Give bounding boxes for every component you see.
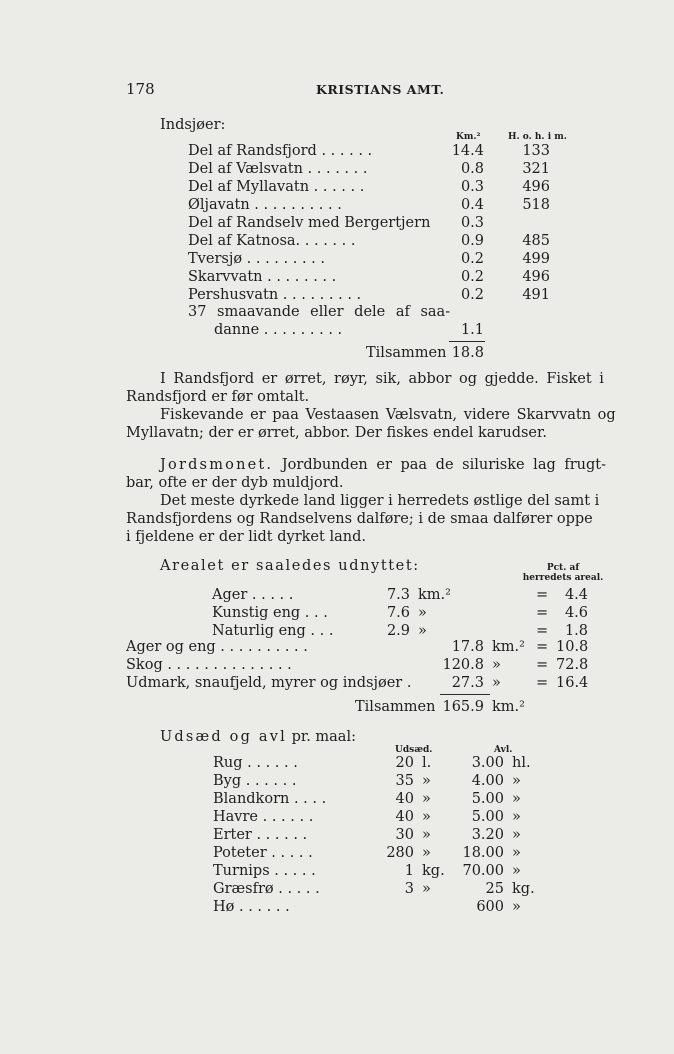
- land-main-leader: .: [402, 675, 412, 691]
- col-avl-header: Avl.: [494, 745, 513, 755]
- land-sub-name: [212, 623, 333, 639]
- seed-avl-unit: »: [512, 791, 521, 807]
- lake-name: [188, 197, 342, 213]
- lake-km: 0.2: [460, 269, 484, 285]
- col-height-header: H. o. h. i m.: [508, 132, 567, 142]
- land-sub-value: 7.3: [386, 587, 410, 603]
- seed-avl-unit: hl.: [512, 755, 531, 771]
- seed-avl-unit: »: [512, 809, 521, 825]
- land-sub-eq: =: [536, 587, 549, 603]
- land-sub-unit: »: [418, 605, 427, 621]
- lake-height: 485: [522, 233, 550, 249]
- seed-avl-unit: »: [512, 773, 521, 789]
- seed-crop-name: Hø: [213, 899, 235, 915]
- seed-udsaed-value: 280: [386, 845, 414, 861]
- seed-crop: [213, 773, 296, 789]
- lake-height: 499: [522, 251, 550, 267]
- seed-heading-rest: pr. maal:: [286, 729, 356, 745]
- seed-crop-name: Turnips: [213, 863, 270, 879]
- seed-crop: [213, 899, 290, 915]
- col-pct-header-2: herredets areal.: [522, 573, 604, 583]
- seed-leader: . . . . . .: [234, 899, 290, 915]
- seed-crop: [213, 845, 313, 861]
- seed-crop-name: Poteter: [213, 845, 267, 861]
- lake-height: 321: [522, 161, 550, 177]
- land-main-leader: . . . . . . . . . . . . . .: [162, 657, 292, 673]
- land-sub-name-text: Kunstig eng: [212, 605, 301, 621]
- land-main-pct: 16.4: [556, 675, 589, 691]
- seed-leader: . . . . .: [269, 863, 316, 879]
- lakes-total-value: 18.8: [451, 345, 484, 361]
- land-main-eq: =: [536, 639, 549, 655]
- land-sub-name: [212, 587, 293, 603]
- lake-name-text: Skarvvatn: [188, 269, 263, 285]
- para4-line1: Det meste dyrkede land ligger i herredets østlige del samt i: [160, 493, 600, 509]
- seed-avl-value: 5.00: [471, 809, 504, 825]
- land-total-unit: km.²: [492, 699, 525, 715]
- seed-leader: . . . . . .: [241, 773, 297, 789]
- land-total-value: 165.9: [442, 699, 484, 715]
- para2-line2: Myllavatn; der er ørret, abbor. Der fiskes endel karudser.: [126, 425, 547, 441]
- seed-avl-unit: »: [512, 827, 521, 843]
- lake-name-text: Del af Katnosa: [188, 233, 296, 249]
- lake-leader: . . . . . .: [316, 143, 373, 159]
- lake-name-text: Pershusvatn: [188, 287, 279, 303]
- land-sub-pct: 1.8: [564, 623, 588, 639]
- seed-heading: [160, 729, 356, 745]
- land-sum-rule: [440, 694, 490, 695]
- lake-name: [188, 215, 430, 231]
- lake-km: 0.2: [460, 287, 484, 303]
- lake-leader: . . . . . . .: [302, 161, 368, 177]
- land-sub-leader: . . .: [300, 605, 328, 621]
- seed-udsaed-unit: »: [422, 791, 431, 807]
- lake-leader: . . . . . .: [309, 179, 365, 195]
- seed-crop: [213, 827, 307, 843]
- seed-udsaed-value: 30: [395, 827, 414, 843]
- lake-km: 0.8: [460, 161, 484, 177]
- col-km-header: Km.²: [456, 132, 481, 142]
- seed-avl-value: 4.00: [471, 773, 504, 789]
- land-main-leader: . . . . . . . . . .: [215, 639, 308, 655]
- col-pct-header-1: Pct. af: [546, 563, 580, 573]
- seed-udsaed-unit: »: [422, 881, 431, 897]
- seed-leader: . . . . . .: [242, 755, 298, 771]
- seed-avl-value: 18.00: [462, 845, 504, 861]
- lake-row-last-line1: 37 smaavande eller dele af saa-: [188, 304, 451, 320]
- lake-leader: . . . . . . . .: [262, 269, 337, 285]
- land-main-value: 120.8: [442, 657, 484, 673]
- land-sub-pct: 4.4: [564, 587, 588, 603]
- para3-line1: [160, 457, 606, 473]
- land-main-unit: »: [492, 657, 501, 673]
- land-main-name: [126, 657, 292, 673]
- seed-udsaed-unit: »: [422, 809, 431, 825]
- seed-udsaed-value: 40: [395, 809, 414, 825]
- land-sub-name: [212, 605, 328, 621]
- lake-km: 14.4: [451, 143, 484, 159]
- seed-udsaed-unit: l.: [422, 755, 432, 771]
- land-main-pct: 72.8: [556, 657, 589, 673]
- para1-line1: I Randsfjord er ørret, røyr, sik, abbor og gjedde. Fisket i: [160, 371, 604, 387]
- seed-leader: . . . . . .: [258, 809, 314, 825]
- lake-height: 133: [522, 143, 550, 159]
- lake-name-text: Tversjø: [188, 251, 243, 267]
- seed-udsaed-value: 20: [395, 755, 414, 771]
- seed-crop-name: Erter: [213, 827, 252, 843]
- land-sub-unit: km.²: [418, 587, 451, 603]
- land-main-pct: 10.8: [556, 639, 589, 655]
- seed-crop-name: Havre: [213, 809, 258, 825]
- land-main-name: [126, 675, 411, 691]
- land-sub-leader: . . . . .: [247, 587, 294, 603]
- lake-name-text: Del af Randselv med Bergertjern: [188, 215, 431, 231]
- seed-leader: . . . . .: [273, 881, 320, 897]
- lake-name: [188, 251, 325, 267]
- land-sub-leader: . . .: [305, 623, 334, 639]
- lake-km: 0.3: [460, 215, 484, 231]
- lake-name: [188, 287, 361, 303]
- land-sub-name-text: Ager: [212, 587, 248, 603]
- lake-name-text: Del af Randsfjord: [188, 143, 317, 159]
- seed-udsaed-unit: »: [422, 773, 431, 789]
- lake-km: 0.3: [460, 179, 484, 195]
- running-title: KRISTIANS AMT.: [316, 82, 445, 97]
- seed-crop-name: Rug: [213, 755, 243, 771]
- col-udsaed-header: Udsæd.: [395, 745, 433, 755]
- lake-name: [188, 143, 372, 159]
- seed-avl-unit: »: [512, 845, 521, 861]
- land-main-value: 27.3: [451, 675, 484, 691]
- land-use-heading: Arealet er saaledes udnyttet:: [160, 558, 420, 574]
- land-main-name: [126, 639, 308, 655]
- land-main-value: 17.8: [451, 639, 484, 655]
- seed-avl-value: 70.00: [462, 863, 504, 879]
- seed-avl-value: 3.00: [471, 755, 504, 771]
- lake-row-last-km: 1.1: [460, 322, 484, 338]
- lake-name: [188, 179, 364, 195]
- land-total-label: Tilsammen: [355, 699, 436, 715]
- lake-name-text: Del af Myllavatn: [188, 179, 310, 195]
- land-main-name-text: Skog: [126, 657, 163, 673]
- land-main-name-text: Ager og eng: [126, 639, 216, 655]
- lake-height: 518: [522, 197, 550, 213]
- seed-leader: . . . . .: [266, 845, 313, 861]
- lake-km: 0.4: [460, 197, 484, 213]
- lake-name: [188, 233, 355, 249]
- land-main-unit: km.²: [492, 639, 525, 655]
- seed-crop: [213, 809, 313, 825]
- lake-row-last-leader: . . . . . . . . .: [259, 322, 343, 338]
- sum-rule: [449, 341, 485, 342]
- seed-crop: [213, 755, 298, 771]
- seed-leader: . . . .: [289, 791, 327, 807]
- lake-row-last-line2: [214, 322, 342, 338]
- seed-crop: [213, 881, 320, 897]
- lake-km: 0.2: [460, 251, 484, 267]
- seed-udsaed-value: 3: [404, 881, 414, 897]
- seed-avl-value: 3.20: [471, 827, 504, 843]
- lake-height: 491: [522, 287, 550, 303]
- lake-leader: . . . . . . .: [295, 233, 356, 249]
- land-sub-pct: 4.6: [564, 605, 588, 621]
- lake-leader: . . . . . . . . .: [242, 251, 326, 267]
- para2-line1: Fiskevande er paa Vestaasen Vælsvatn, videre Skarvvatn og: [160, 407, 616, 423]
- seed-avl-unit: »: [512, 863, 521, 879]
- land-sub-name-text: Naturlig eng: [212, 623, 306, 639]
- seed-crop-name: Græsfrø: [213, 881, 274, 897]
- para4-line3: i fjeldene er der lidt dyrket land.: [126, 529, 366, 545]
- para4-line2: Randsfjordens og Randselvens dalføre; i de smaa dalfører oppe: [126, 511, 593, 527]
- lake-row-last-name: danne: [214, 322, 260, 338]
- seed-udsaed-unit: »: [422, 845, 431, 861]
- land-sub-unit: »: [418, 623, 427, 639]
- seed-udsaed-value: 1: [404, 863, 414, 879]
- seed-crop-name: Blandkorn: [213, 791, 290, 807]
- lake-leader: . . . . . . . . .: [278, 287, 362, 303]
- lake-name: [188, 269, 336, 285]
- land-main-eq: =: [536, 675, 549, 691]
- seed-udsaed-unit: »: [422, 827, 431, 843]
- seed-avl-value: 600: [476, 899, 504, 915]
- seed-avl-unit: kg.: [512, 881, 535, 897]
- section-lead-jordsmonet: Jordsmonet.: [160, 457, 274, 473]
- seed-crop: [213, 791, 326, 807]
- lake-name: [188, 161, 367, 177]
- land-sub-value: 7.6: [386, 605, 410, 621]
- land-sub-eq: =: [536, 605, 549, 621]
- para1-line2: Randsfjord er før omtalt.: [126, 389, 310, 405]
- seed-udsaed-value: 35: [395, 773, 414, 789]
- lake-name-text: Øljavatn: [188, 197, 250, 213]
- land-main-name-text: Udmark, snaufjeld, myrer og indsjøer: [126, 675, 403, 691]
- seed-avl-unit: »: [512, 899, 521, 915]
- lake-leader: . . . . . . . . . .: [249, 197, 342, 213]
- para3-line2: bar, ofte er der dyb muldjord.: [126, 475, 344, 491]
- seed-udsaed-unit: kg.: [422, 863, 445, 879]
- seed-avl-value: 5.00: [471, 791, 504, 807]
- seed-crop-name: Byg: [213, 773, 242, 789]
- seed-udsaed-value: 40: [395, 791, 414, 807]
- land-main-unit: »: [492, 675, 501, 691]
- land-main-eq: =: [536, 657, 549, 673]
- seed-heading-spaced: Udsæd og avl: [160, 729, 287, 745]
- seed-leader: . . . . . .: [251, 827, 308, 843]
- land-sub-value: 2.9: [386, 623, 410, 639]
- seed-crop: [213, 863, 316, 879]
- lake-height: 496: [522, 179, 550, 195]
- lake-name-text: Del af Vælsvatn: [188, 161, 303, 177]
- lakes-heading: Indsjøer:: [160, 117, 226, 133]
- seed-avl-value: 25: [485, 881, 504, 897]
- lake-height: 496: [522, 269, 550, 285]
- lake-km: 0.9: [460, 233, 484, 249]
- page-number: 178: [126, 80, 155, 98]
- lakes-total-label: Tilsammen: [366, 345, 447, 361]
- land-sub-eq: =: [536, 623, 549, 639]
- para3-line1-text: Jordbunden er paa de siluriske lag frugt-: [273, 457, 607, 473]
